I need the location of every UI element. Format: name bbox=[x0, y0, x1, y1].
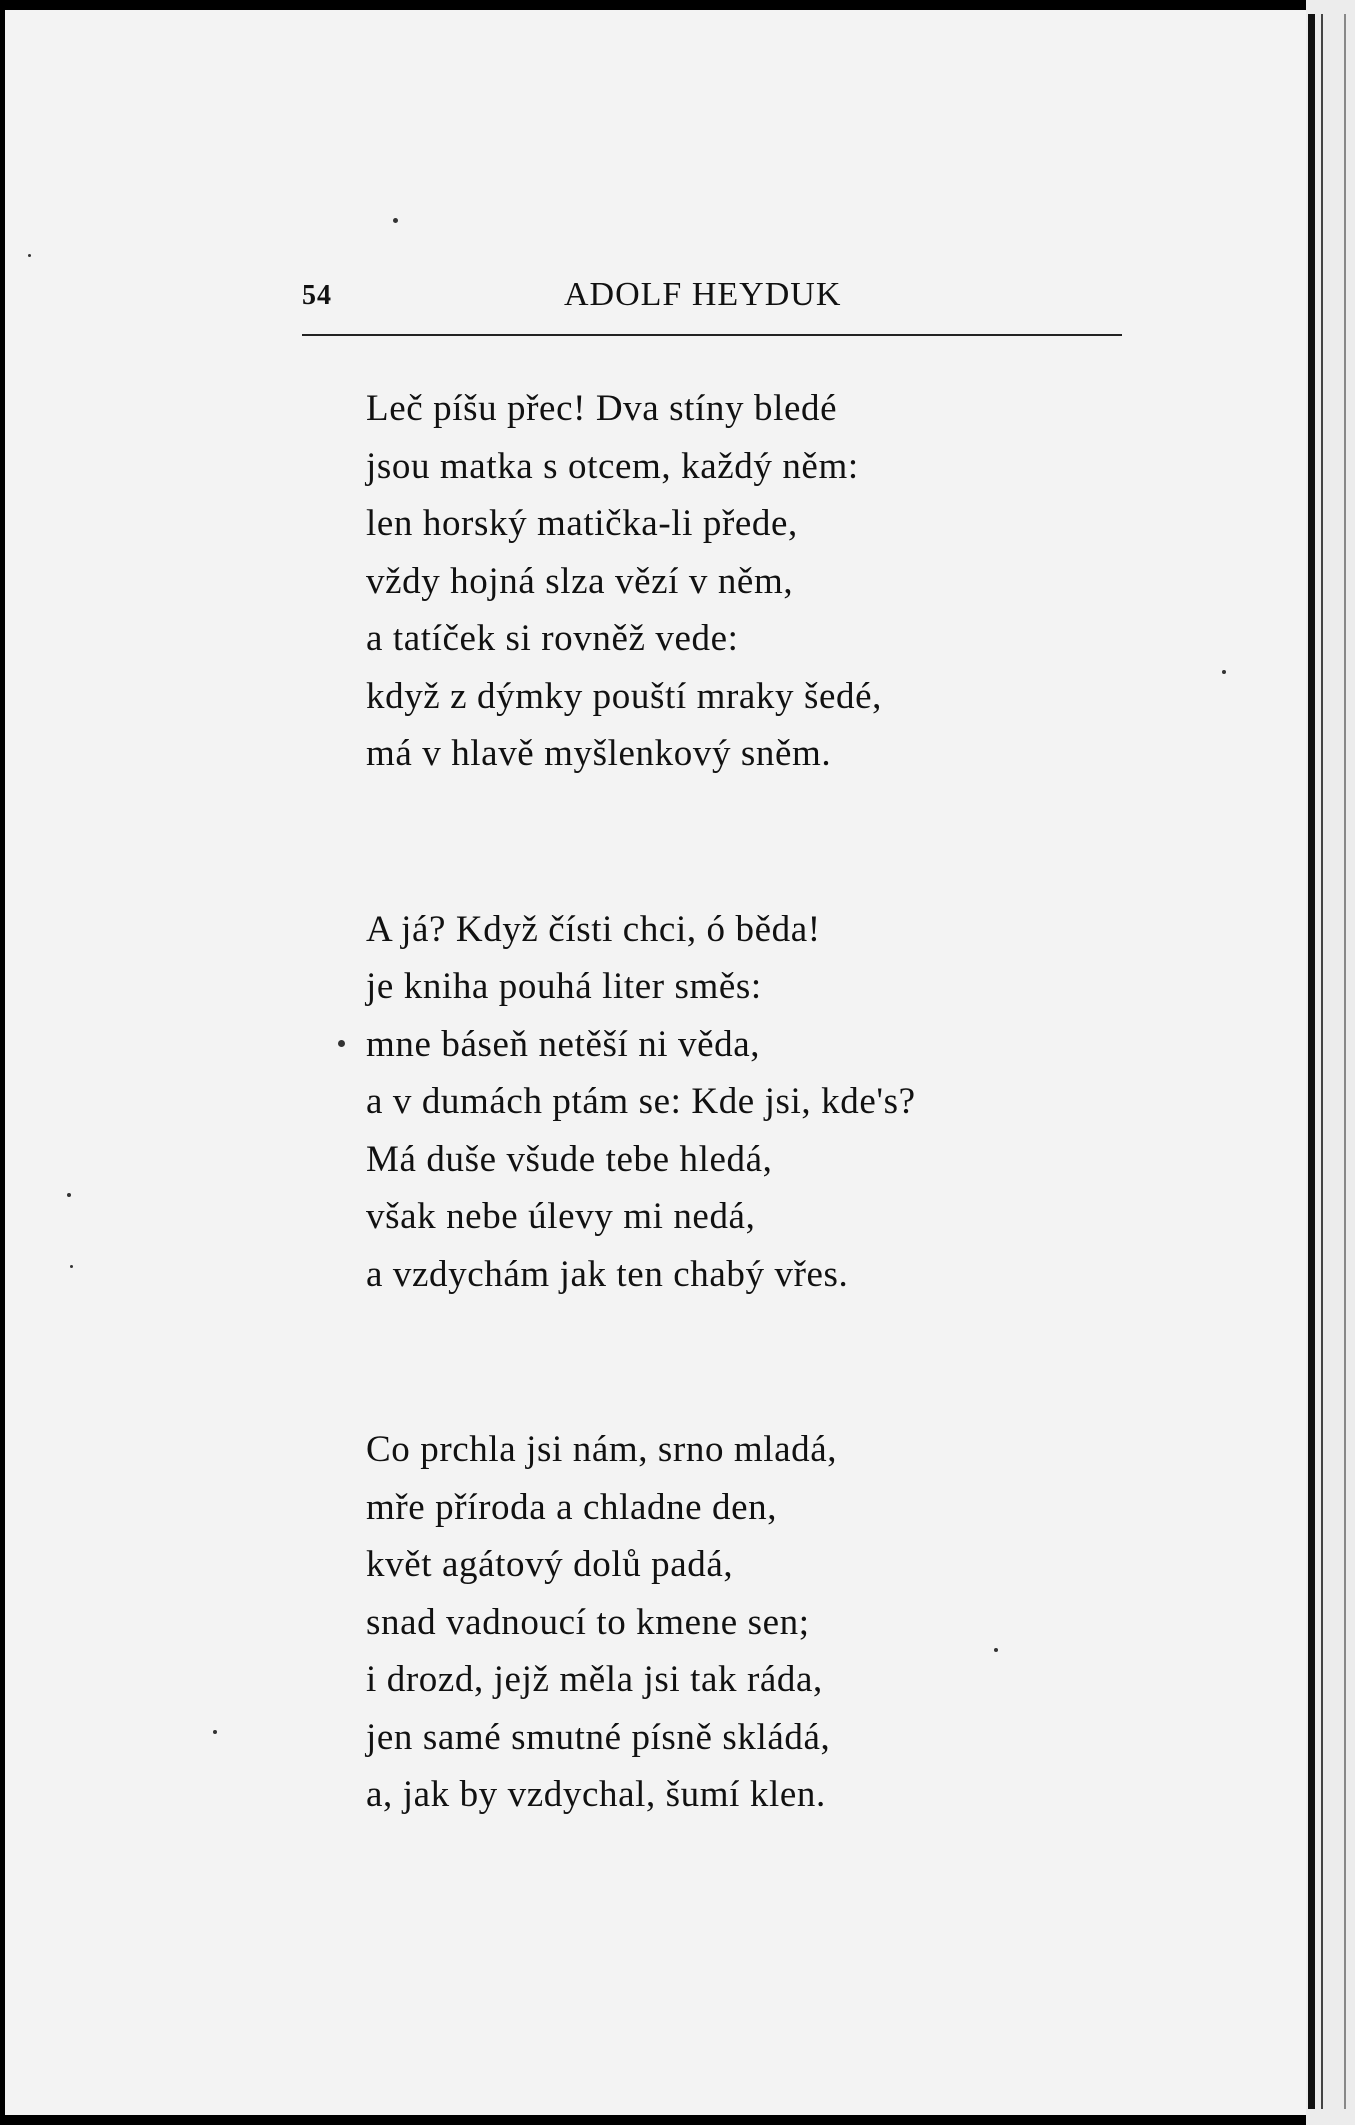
poem-line: jen samé smutné písně skládá, bbox=[366, 1716, 831, 1758]
poem-line: i drozd, jejž měla jsi tak ráda, bbox=[366, 1659, 823, 1700]
poem-line: jsou matka s otcem, každý něm: bbox=[366, 445, 859, 487]
poem-line: a, jak by vzdychal, šumí klen. bbox=[366, 1774, 826, 1815]
poem-line: Leč píšu přec! Dva stíny bledé bbox=[366, 388, 838, 429]
poem-line: je kniha pouhá liter směs: bbox=[366, 966, 762, 1007]
poem-line: mne báseň netěší ni věda, bbox=[366, 1023, 761, 1065]
poem-line: len horský matička-li přede, bbox=[366, 503, 798, 544]
header-rule bbox=[302, 334, 1122, 336]
stanza-1 bbox=[366, 380, 1126, 783]
poem-line: když z dýmky pouští mraky šedé, bbox=[366, 675, 882, 717]
page-edge-line bbox=[1321, 14, 1323, 2109]
page-number: 54 bbox=[302, 280, 332, 311]
scan-speck bbox=[393, 218, 398, 223]
scan-speck bbox=[213, 1730, 217, 1734]
poem-line: mře příroda a chladne den, bbox=[366, 1486, 778, 1528]
scan-speck bbox=[338, 1040, 345, 1047]
poem-line: Co prchla jsi nám, srno mladá, bbox=[366, 1429, 838, 1470]
running-title: ADOLF HEYDUK bbox=[564, 276, 842, 313]
stanza-3 bbox=[366, 1421, 1126, 1824]
poem-line: a vzdychám jak ten chabý vřes. bbox=[366, 1253, 849, 1295]
scan-top-border bbox=[0, 0, 1355, 10]
poem-text bbox=[366, 380, 1126, 1942]
page-edge-line bbox=[1344, 14, 1346, 2109]
running-head bbox=[302, 276, 1122, 320]
poem-line: má v hlavě myšlenkový sněm. bbox=[366, 733, 832, 774]
scan-speck bbox=[28, 254, 31, 257]
stanza-2 bbox=[366, 901, 1126, 1304]
scan-speck bbox=[1222, 670, 1226, 674]
poem-line: květ agátový dolů padá, bbox=[366, 1544, 734, 1585]
scan-speck bbox=[70, 1265, 73, 1268]
poem-line: Má duše všude tebe hledá, bbox=[366, 1138, 773, 1180]
scan-left-border bbox=[0, 0, 5, 2125]
poem-line: vždy hojná slza vězí v něm, bbox=[366, 560, 794, 602]
scan-bottom-border bbox=[0, 2115, 1355, 2125]
poem-line: však nebe úlevy mi nedá, bbox=[366, 1196, 756, 1237]
poem-line: A já? Když čísti chci, ó běda! bbox=[366, 908, 821, 950]
page-edge-line bbox=[1308, 14, 1315, 2109]
scan-speck bbox=[67, 1193, 71, 1197]
poem-line: a v dumách ptám se: Kde jsi, kde's? bbox=[366, 1081, 916, 1122]
poem-line: a tatíček si rovněž vede: bbox=[366, 618, 739, 659]
poem-line: snad vadnoucí to kmene sen; bbox=[366, 1601, 810, 1643]
